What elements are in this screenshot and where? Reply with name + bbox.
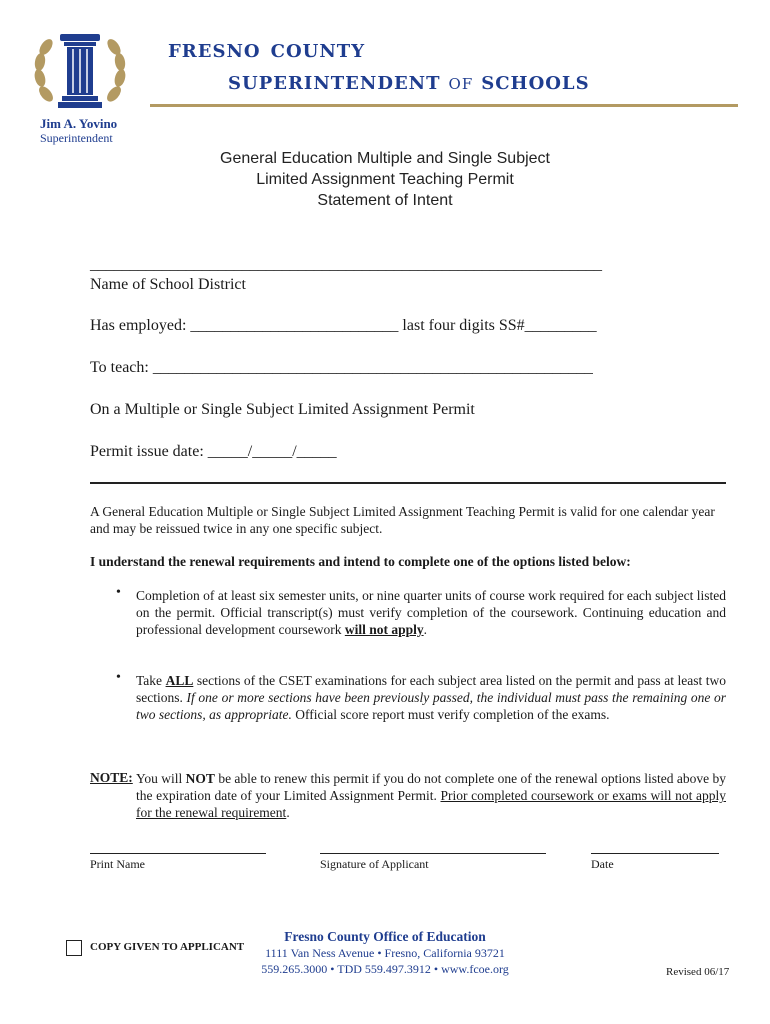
signature-line[interactable] <box>320 853 546 854</box>
option-cset-a: Take <box>136 673 166 688</box>
bullet-icon: • <box>116 670 121 685</box>
org-name-schools: schools <box>481 66 590 96</box>
note-emphasis: NOT <box>185 771 215 786</box>
option-coursework-end: . <box>423 622 427 637</box>
district-name-field[interactable]: ________________________________________________________________ <box>90 256 602 273</box>
print-name-line[interactable] <box>90 853 266 854</box>
superintendent-name: Jim A. Yovino <box>40 116 118 131</box>
signature-label: Signature of Applicant <box>320 857 429 871</box>
print-name-label: Print Name <box>90 857 145 871</box>
permit-type-text: On a Multiple or Single Subject Limited Assignment Permit <box>90 401 475 418</box>
note-label: NOTE: <box>90 770 133 785</box>
option-cset <box>136 672 726 723</box>
section-divider <box>90 482 726 484</box>
date-label: Date <box>591 857 614 871</box>
date-line[interactable] <box>591 853 719 854</box>
permit-validity-text: A General Education Multiple or Single Subject Limited Assignment Teaching Permit is valid for one calendar year and may be reissued twice in any one specific subject. <box>90 504 715 536</box>
permit-issue-date-field[interactable]: Permit issue date: _____/_____/_____ <box>90 443 337 460</box>
copy-given-checkbox[interactable] <box>66 940 82 956</box>
header-divider <box>150 104 738 107</box>
org-name-line2 <box>228 66 590 96</box>
district-name-label: Name of School District <box>90 276 246 293</box>
copy-given-label: COPY GIVEN TO APPLICANT <box>90 941 245 953</box>
footer-office-name: Fresno County Office of Education <box>284 929 486 944</box>
note-text-b: be able to renew this permit if you do not complete one of the renewal options listed above by the expiration date of your Limited Assignment Permit. <box>136 771 726 803</box>
option-cset-c: Official score report must verify completion of the exams. <box>291 707 610 722</box>
note-end: . <box>286 805 290 820</box>
revised-date: Revised 06/17 <box>666 966 730 978</box>
to-teach-field[interactable]: To teach: _______________________________________________________ <box>90 359 593 376</box>
superintendent-title: Superintendent <box>40 131 113 145</box>
option-cset-emphasis: ALL <box>165 673 194 688</box>
renewal-intent-statement: I understand the renewal requirements and intend to complete one of the options listed below: <box>90 554 631 569</box>
note-underlined: Prior completed coursework or exams will not apply for the renewal requirement <box>136 788 726 820</box>
option-coursework-emphasis: will not apply <box>344 622 424 637</box>
footer-contact: 559.265.3000 • TDD 559.497.3912 • www.fcoe.org <box>261 962 509 976</box>
option-cset-b: sections of the CSET examinations for each subject area listed on the permit and pass at least two sections. <box>136 673 726 705</box>
column-laurel-logo-icon <box>30 30 130 112</box>
option-coursework-text: Completion of at least six semester units, or nine quarter units of course work required for each subject listed on the permit. Official transcript(s) must verify completion of the coursework. Continuing education and professional development coursework <box>136 588 726 637</box>
org-name-superintendent: superintendent <box>228 66 441 96</box>
note-text-a: You will <box>136 771 186 786</box>
has-employed-field[interactable]: Has employed: __________________________ last four digits SS#_________ <box>90 317 597 334</box>
option-cset-italic: If one or more sections have been previously passed, the individual must pass the remaining one or two sections, as appropriate. <box>136 690 726 722</box>
org-name-of: of <box>440 70 482 95</box>
form-title-line2: Limited Assignment Teaching Permit <box>256 171 514 188</box>
form-title-line3: Statement of Intent <box>317 192 453 209</box>
option-coursework <box>136 587 726 638</box>
footer-address: 1111 Van Ness Avenue • Fresno, California 93721 <box>265 946 505 960</box>
form-title-line1: General Education Multiple and Single Subject <box>220 150 550 167</box>
note-text <box>136 770 726 821</box>
bullet-icon: • <box>116 585 121 600</box>
org-name-line1: fresno county <box>168 34 366 64</box>
